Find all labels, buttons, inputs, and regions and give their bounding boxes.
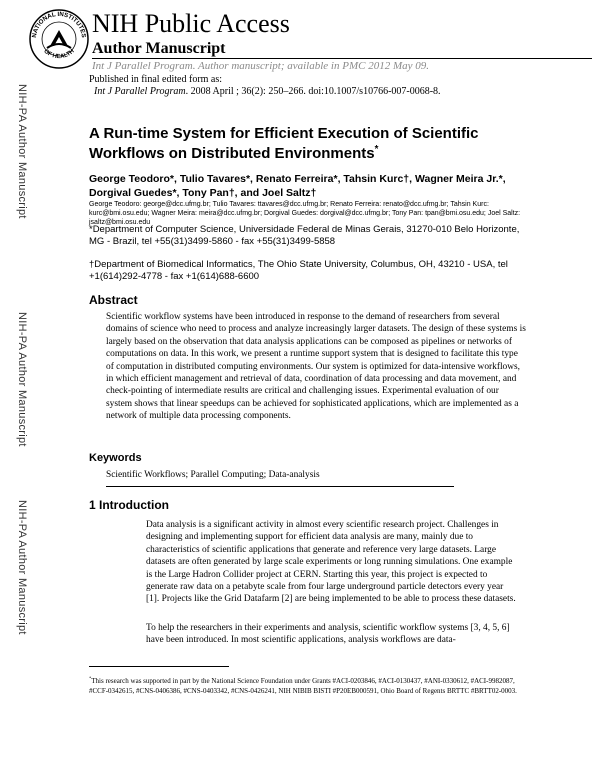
journal-name: Int J Parallel Program xyxy=(94,86,186,97)
abstract-heading: Abstract xyxy=(89,293,138,307)
sidebar-label: NIH-PA Author Manuscript xyxy=(16,312,28,447)
sidebar-label: NIH-PA Author Manuscript xyxy=(16,500,28,635)
affiliation-ufmg: *Department of Computer Science, Universidade Federal de Minas Gerais, 31270-010 Belo Horizonte, MG - Brazil, tel +55(31)3499-5860 - fax +55(31)3499-5858 xyxy=(89,224,520,247)
logo-text-top: NATIONAL INSTITUTES xyxy=(30,10,88,39)
header-divider xyxy=(92,58,592,59)
authors-line: Dorgival Guedes*, Tony Pan†, and Joel Saltz† xyxy=(89,187,317,199)
intro-paragraph: Data analysis is a significant activity in almost every scientific research project. Challenges in designing and implementing support for efficient data analysis are many, mainly due to characteristics of scientific applications that generate and reference very large datasets. Large datasets are often generated by large scale experiments or long running simulations. One example is the Large Hadron Collider project at CERN. Starting this year, this project is expected to generate raw data on a petabyte scale from four large underground particle detectors every year [1]. Projects like the Grid Datafarm [2] are being implemented to be able to process these datasets. xyxy=(146,520,516,605)
authors-line: George Teodoro*, Tulio Tavares*, Renato Ferreira*, Tahsin Kurc†, Wagner Meira Jr.*, xyxy=(89,173,506,185)
abstract-text: Scientific workflow systems have been introduced in response to the demand of researchers from several domains of science who need to process and analyze increasingly larger datasets. The design of these systems is largely based on the observation that data analysis applications can be composed as pipelines or networks of computations on data. In this work, we present a runtime support system that is designed to facilitate this type of computation in distributed computing environments. Our system is optimized for data-intensive workflows, in which efficient management and retrieval of data, coordination of data processing and data movement, and check-pointing of intermediate results are critical and challenging issues. Experimental evaluation of our system shows that linear speedups can be achieved for sophisticated applications, which are implemented as a network of multiple data processing components. xyxy=(106,312,526,422)
availability-line: Int J Parallel Program. Author manuscript; available in PMC 2012 May 09. xyxy=(92,60,429,72)
introduction-heading: 1 Introduction xyxy=(89,498,169,512)
intro-paragraph: To help the researchers in their experiments and analysis, scientific workflow systems [3, 4, 5, 6] have been introduced. In most scientific applications, analysis workflows are data- xyxy=(146,623,510,646)
footnote-mark: * xyxy=(89,675,92,681)
nih-public-access-title: NIH Public Access xyxy=(92,9,290,38)
author-list xyxy=(89,172,529,200)
funding-footnote xyxy=(89,676,529,696)
affiliation-osu: †Department of Biomedical Informatics, The Ohio State University, Columbus, OH, 43210 - USA, tel +1(614)292-4778 - fax +1(614)688-6600 xyxy=(89,259,508,282)
article-title-text: A Run-time System for Efficient Execution of Scientific Workflows on Distributed Environments xyxy=(89,125,479,162)
footnote-text: This research was supported in part by the National Science Foundation under Grants #ACI-0203846, #ACI-0130437, #ANI-0330612, #ACI-9982087, #CCF-0342615, #CNS-0406386, #CNS-0403342, #CNS-0426241, NIH NIBIB BISTI #P20EB000591, Ohio Board of Regents BRTTC #BRTT02-0003. xyxy=(89,677,517,695)
author-manuscript-label: Author Manuscript xyxy=(92,40,226,57)
keywords-heading: Keywords xyxy=(89,452,142,464)
title-footnote-mark: * xyxy=(374,144,379,155)
author-emails: George Teodoro: george@dcc.ufmg.br; Tulio Tavares: ttavares@dcc.ufmg.br; Renato Ferreira: renato@dcc.ufmg.br; Tahsin Kurc: kurc@bmi.osu.edu; Wagner Meira: meira@dcc.ufmg.br; Dorgival Guedes: dorgival@dcc.ufmg.br; Tony Pan: tpan@bmi.osu.edu; Joel Saltz: jsaltz@bmi.osu.edu xyxy=(89,201,521,226)
sidebar-label: NIH-PA Author Manuscript xyxy=(16,84,28,219)
keywords-text: Scientific Workflows; Parallel Computing; Data-analysis xyxy=(106,470,320,480)
footnote-divider xyxy=(89,666,229,667)
published-label: Published in final edited form as: xyxy=(89,74,223,85)
publication-citation xyxy=(94,86,441,97)
citation-details: . 2008 April ; 36(2): 250–266. doi:10.1007/s10766-007-0068-8. xyxy=(185,86,441,97)
keywords-divider xyxy=(106,486,454,487)
nih-logo xyxy=(28,8,90,70)
article-title xyxy=(89,124,519,164)
logo-text-bottom: OF HEALTH xyxy=(42,48,76,61)
